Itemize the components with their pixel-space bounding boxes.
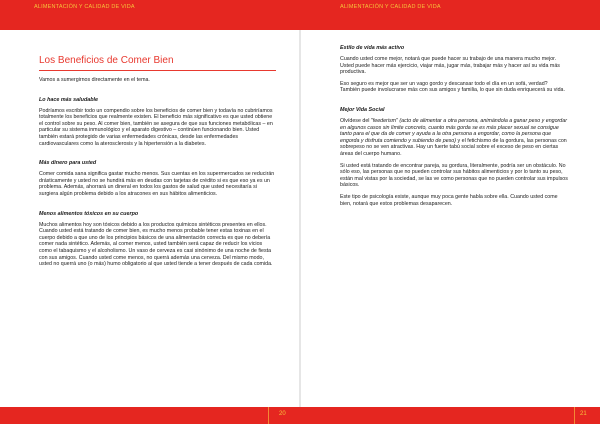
footer-bar: [0, 407, 600, 424]
section-heading-saludable: Lo hace más saludable: [39, 96, 99, 103]
paragraph-start: Olvídese del: [340, 117, 371, 124]
intro-paragraph: Vamos a sumergirnos directamente en el tema.: [39, 77, 150, 83]
section-paragraph: Comer comida sana significa gastar mucho menos. Sus cuentas en los supermercados se reducirán drásticamente y usted no se hundirá más en deudas con tarjetas de crédito si es que eso ya es un problema. Además, ahorrará un dineral en todos los gastos de salud que usted necesitaría si surgiera algún problema debido a los atracones en sus hábitos alimenticios.: [39, 171, 275, 197]
section-paragraph: Eso seguro es mejor que ser un vago gordo y descansar todo el día en un sofá, verdad? También puede involucrarse más con sus amigos y familia, lo que sin duda enriquecerá su vida.: [340, 80, 565, 94]
title-rule: [39, 70, 276, 71]
paragraph-end: y el fetichismo de la gordura, las personas con sobrepeso no se ven atractivas. Hay un fuerte tabú social sobre el exceso de peso en ciertas áreas del cuerpo humano.: [340, 137, 567, 157]
section-paragraph: Muchos alimentos hoy son tóxicos debido a los productos químicos sintéticos presentes en ellos. Cuando usted está tratando de comer bien, es mucho menos probable tener estas toxinas en el cuerpo debido a que uno de los principios básicos de una alimentación correcta es que no debería comer nada sintético. Además, al comer menos, usted también será capaz de reducir los vicios como el tabaquismo y el alcoholismo. Un vaso de cerveza es casi sinónimo de una noche de fiesta con sus amigos. Cuando usted come menos, no querrá además una cerveza. Del mismo modo, usted no querrá uno (o más) humo obligatorio al que usted tiende a tener después de cada comida.: [39, 221, 273, 268]
page-number-left: 20: [279, 411, 286, 417]
header-bar: [0, 0, 600, 30]
section-paragraph: Si usted está tratando de encontrar pareja, su gordura, literalmente, podría ser un obstáculo. No sólo eso, las personas que no pueden controlar sus hábitos alimenticios y por lo tanto su peso, están mal vistas por la sociedad, se las ve como personas que no pueden controlar sus impulsos básicos.: [340, 162, 568, 189]
right-page: [340, 30, 568, 407]
section-heading-social: Mejor Vida Social: [340, 106, 385, 113]
header-left-text: ALIMENTACIÓN Y CALIDAD DE VIDA: [34, 4, 135, 10]
section-paragraph: Podríamos escribir todo un compendio sobre los beneficios de comer bien y todavía no cubriríamos totalmente los beneficios que realmente existen. El beneficio más significativo es que usted obtiene el control sobre su peso. Al comer bien, también se asegura de que sus funciones metabólicas – en particular su sistema inmunológico y el aparato digestivo – continúen funcionando bien. Usted también estará protegido de varias enfermedades crónicas, desde las enfermedades cardiovasculares como la aterosclerosis y la hipertensión a la diabetes.: [39, 107, 273, 147]
section-heading-estilo: Estilo de vida más activo: [340, 45, 405, 51]
section-heading-dinero: Más dinero para usted: [39, 160, 97, 167]
section-paragraph: Este tipo de psicología existe, aunque muy poca gente habla sobre ella. Cuando usted come bien, notará que estos problemas desaparecen.: [340, 193, 558, 207]
page-gutter: [299, 30, 301, 407]
page-title: Los Beneficios de Comer Bien: [39, 55, 174, 66]
left-page: [39, 30, 276, 407]
footer-separator: [574, 407, 575, 424]
header-right-text: ALIMENTACIÓN Y CALIDAD DE VIDA: [340, 4, 441, 10]
page-number-right: 21: [580, 411, 587, 417]
section-paragraph: Cuando usted come mejor, notará que puede hacer su trabajo de una manera mucho mejor. Usted puede hacer más ejercicio, viajar más, jugar más, trabajar más y hacer así su vida más productiva.: [340, 56, 560, 76]
paragraph-italic: "feederism" (acto de alimentar a otra persona, animándola a ganar peso y engordar en algunos casos sin límite concreto, cuanto más gorda se es más placer sexual se consigue tanto para el que da de comer y ayuda a la otra persona a engordar, como la persona que engorda y disfruta comiendo y subiendo de peso): [340, 117, 567, 144]
section-paragraph-feederism: [340, 118, 568, 158]
section-heading-toxicos: Menos alimentos tóxicos en su cuerpo: [39, 210, 139, 217]
footer-separator: [268, 407, 269, 424]
